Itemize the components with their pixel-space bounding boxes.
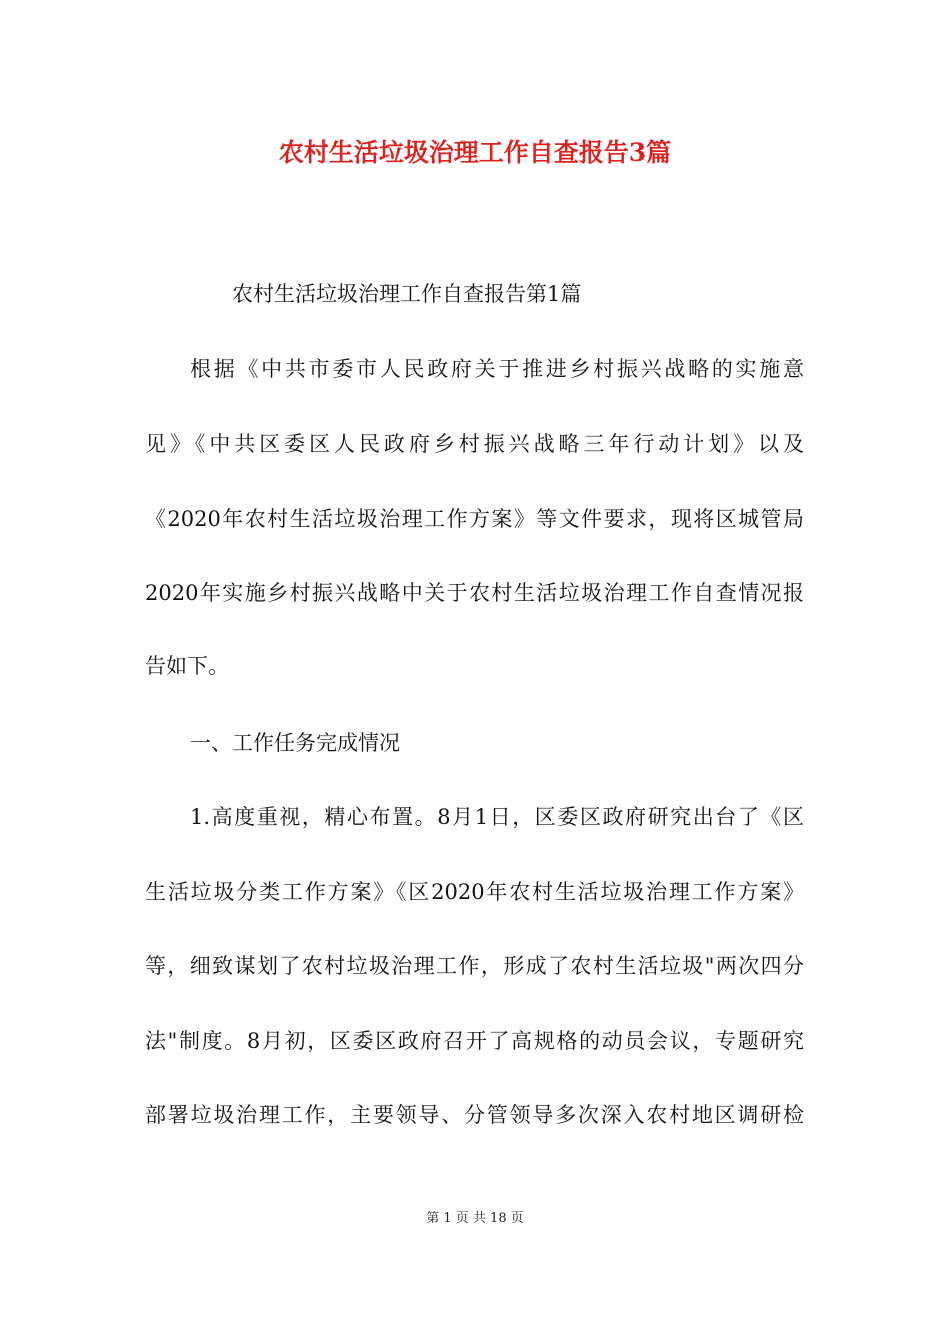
body-line-6: 1.高度重视，精心布置。8月1日，区委区政府研究出台了《区 [190, 805, 804, 829]
body-line-8: 等，细致谋划了农村垃圾治理工作，形成了农村生活垃圾"两次四分 [145, 954, 804, 978]
body-line-10: 部署垃圾治理工作，主要领导、分管领导多次深入农村地区调研检 [145, 1103, 804, 1127]
body-line-9: 法"制度。8月初，区委区政府召开了高规格的动员会议，专题研究 [145, 1029, 804, 1053]
section-subtitle: 农村生活垃圾治理工作自查报告第1篇 [232, 282, 582, 306]
body-line-2: 见》《中共区委区人民政府乡村振兴战略三年行动计划》以及 [145, 432, 804, 456]
body-line-4: 2020年实施乡村振兴战略中关于农村生活垃圾治理工作自查情况报 [145, 581, 804, 605]
body-line-7: 生活垃圾分类工作方案》《区2020年农村生活垃圾治理工作方案》 [145, 880, 804, 904]
section-heading: 一、工作任务完成情况 [190, 731, 400, 755]
body-line-1: 根据《中共市委市人民政府关于推进乡村振兴战略的实施意 [190, 357, 804, 381]
body-line-5: 告如下。 [145, 654, 229, 678]
document-title: 农村生活垃圾治理工作自查报告3篇 [278, 138, 672, 167]
body-line-3: 《2020年农村生活垃圾治理工作方案》等文件要求，现将区城管局 [145, 507, 804, 531]
page-number-footer: 第 1 页 共 18 页 [426, 1211, 524, 1226]
